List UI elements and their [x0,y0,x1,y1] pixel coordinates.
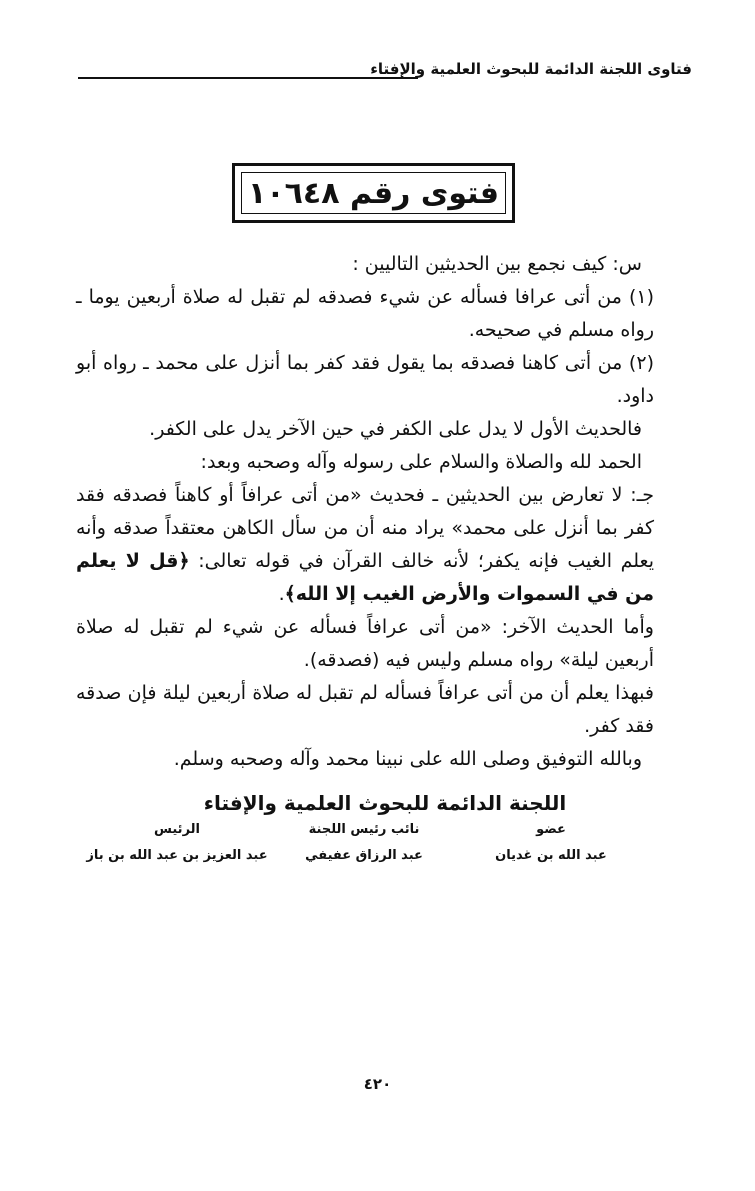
hadith-1: (١) من أتى عرافا فسأله عن شيء فصدقه لم تقبل له صلاة أربعين يوما ـ رواه مسلم في صحيحه. [76,286,654,341]
page-number: ٤٢٠ [363,1075,392,1093]
answer-3: فبهذا يعلم أن من أتى عرافاً فسأله لم تقبل له صلاة أربعين ليلة فإن صدقه فقد كفر. [76,682,654,737]
member-role: الرئيس [154,822,200,837]
fatwa-body [76,248,682,776]
quran-verse: ﴿قل لا يعلم من في السموات والأرض الغيب إلا الله﴾ [76,550,654,605]
signature-names [84,848,644,863]
title-inner-border [241,172,506,214]
committee-name: اللجنة الدائمة للبحوث العلمية والإفتاء [203,791,567,815]
question-intro: س: كيف نجمع بين الحديثين التاليين : [352,253,642,275]
answer-1-end: . [278,583,285,605]
answer-2: وأما الحديث الآخر: «من أتى عرافاً فسأله عن شيء لم تقبل له صلاة أربعين ليلة» رواه مسلم وليس فيه (فصدقه). [76,616,654,671]
signature-roles [84,822,644,837]
hadith-2: (٢) من أتى كاهنا فصدقه بما يقول فقد كفر بما أنزل على محمد ـ رواه أبو داود. [76,352,654,407]
member-name: عبد العزيز بن عبد الله بن باز [86,848,268,863]
answer-1 [76,479,682,611]
member-role: نائب رئيس اللجنة [308,822,420,837]
fatwa-title: فتوى رقم ١٠٦٤٨ [247,175,500,211]
header-title: فتاوى اللجنة الدائمة للبحوث العلمية والإفتاء [370,60,692,78]
fatwa-title-box [232,163,515,223]
question-end: فالحديث الأول لا يدل على الكفر في حين الآخر يدل على الكفر. [149,418,642,440]
member-name: عبد الله بن غديان [495,848,607,863]
member-name: عبد الرزاق عفيفي [305,848,423,863]
praise-line: الحمد لله والصلاة والسلام على رسوله وآله وصحبه وبعد: [200,451,642,473]
header-rule [78,77,418,79]
closing-line: وبالله التوفيق وصلى الله على نبينا محمد وآله وصحبه وسلم. [173,748,642,770]
member-role: عضو [536,822,566,837]
answer-1-text: جـ: لا تعارض بين الحديثين ـ فحديث «من أتى عرافاً أو كاهناً فصدقه فقد كفر بما أنزل على محمد» يراد منه أن من سأل الكاهن معتقداً صدقه وأنه يعلم الغيب فإنه يكفر؛ لأنه خالف القرآن في قوله تعالى: [76,484,654,572]
running-header [78,58,692,88]
